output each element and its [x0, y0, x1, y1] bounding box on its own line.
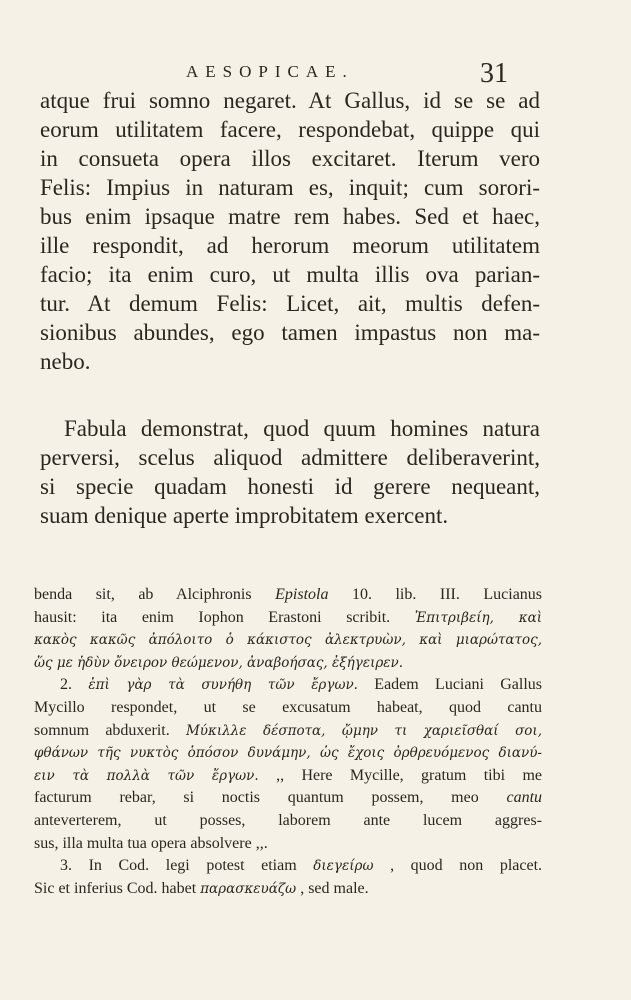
- greek-quote: διεγείρω: [313, 858, 374, 875]
- page-number: 31: [480, 58, 508, 89]
- note-text: , sed male.: [300, 879, 369, 897]
- note-line: [34, 855, 542, 878]
- note-text: somnum abduxerit.: [34, 721, 170, 739]
- greek-quote: Ἐπιτριβείη, καὶ: [414, 609, 542, 626]
- greek-quote: ειν τὰ πολλὰ τῶν ἔργων.: [34, 767, 259, 784]
- note-line: [34, 720, 542, 743]
- greek-quote: ὥς με ἡδὺν ὄνειρον θεώμενον, ἀναβοήσας, ἐξήγειρεν.: [34, 654, 404, 671]
- body-line: tur. At demum Felis: Licet, ait, multis defen-: [40, 291, 540, 316]
- body-text: [40, 86, 540, 376]
- note-text: , quod non placet.: [390, 857, 543, 875]
- note-text: benda sit, ab Alciphronis: [34, 586, 252, 603]
- body-line: bus enim ipsaque matre rem habes. Sed et haec,: [40, 204, 540, 229]
- note-line: Mycillo respondet, ut se excusatum habeat, quod cantu: [34, 698, 542, 716]
- note-line: [34, 584, 542, 607]
- greek-quote: παρασκευάζω: [200, 880, 297, 897]
- body-line: Felis: Impius in naturam es, inquit; cum sorori-: [40, 175, 540, 200]
- moral-line: suam denique aperte improbitatem exercent.: [40, 503, 449, 528]
- body-line: facio; ita enim curo, ut multa illis ova parian-: [40, 262, 540, 287]
- note-text: Sic et inferius Cod. habet: [34, 879, 197, 897]
- greek-quote: φθάνων τῆς νυκτὸς ὁπόσον δυνάμην, ὡς ἔχοις ὀρθρευόμενος διανύ-: [34, 745, 542, 762]
- note-text: 3. In Cod. legi potest etiam: [60, 857, 297, 875]
- moral-line: Fabula demonstrat, quod quum homines natura: [64, 416, 540, 441]
- note-line: [34, 607, 542, 630]
- running-title: AESOPICAE.: [186, 62, 354, 81]
- note-line: anteverterem, ut posses, laborem ante lucem aggres-: [34, 811, 542, 829]
- note-text: ,, Here Mycille, gratum tibi me: [276, 766, 543, 784]
- body-line: nebo.: [40, 349, 91, 374]
- body-line: sionibus abundes, ego tamen impastus non ma-: [40, 320, 540, 345]
- note-line: [34, 878, 542, 901]
- fable-moral: [40, 414, 540, 530]
- greek-quote: ἐπὶ γὰρ τὰ συνήθη τῶν ἔργων.: [88, 677, 358, 694]
- body-line: in consueta opera illos excitaret. Iterum vero: [40, 146, 540, 171]
- note-italic: cantu: [506, 789, 543, 807]
- footnotes: [34, 584, 542, 900]
- note-line: [34, 765, 542, 788]
- note-line: [34, 742, 542, 765]
- moral-line: perversi, scelus aliquod admittere deliberaverint,: [40, 445, 540, 470]
- note-text: facturum rebar, si noctis quantum possem, meo: [34, 789, 479, 807]
- note-line: [34, 674, 542, 697]
- greek-quote: κακὸς κακῶς ἀπόλοιτο ὁ κάκιστος ἀλεκτρυὼν, καὶ μιαρώτατος,: [34, 632, 542, 649]
- note-text: hausit: ita enim Iophon Erastoni scribit.: [34, 608, 391, 626]
- note-number: 2.: [60, 676, 72, 694]
- note-italic: Epistola: [275, 586, 329, 603]
- moral-line: si specie quadam honesti id gerere nequeant,: [40, 474, 540, 499]
- body-line: ille respondit, ad herorum meorum utilitatem: [40, 233, 540, 258]
- note-line: [34, 629, 542, 652]
- note-text: Eadem Luciani Gallus: [374, 676, 543, 694]
- note-line: [34, 787, 542, 810]
- body-line: atque frui somno negaret. At Gallus, id se se ad: [40, 88, 540, 113]
- note-text: 10. lib. III. Lucianus: [351, 586, 543, 603]
- note-line: [34, 652, 542, 675]
- note-line: sus, illa multa tua opera absolvere ,,.: [34, 834, 268, 852]
- greek-quote: Μύκιλλε δέσποτα, ᾤμην τι χαριεῖσθαί σοι,: [185, 722, 542, 739]
- body-line: eorum utilitatem facere, respondebat, quippe qui: [40, 117, 540, 142]
